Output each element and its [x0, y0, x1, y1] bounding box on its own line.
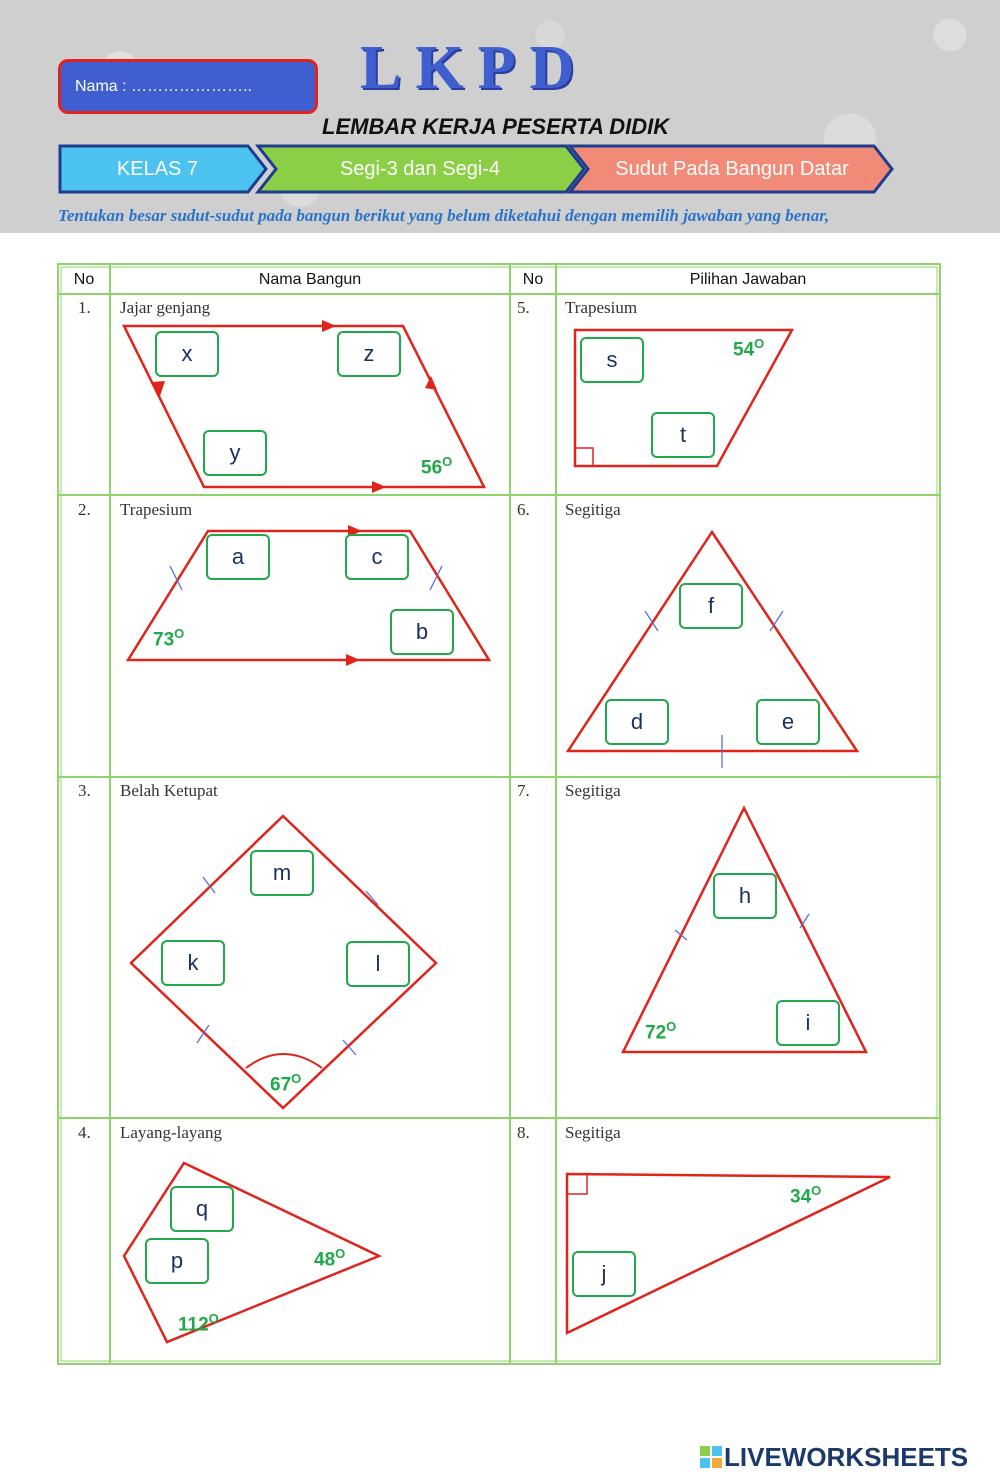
angle-label-73: $73^O$: [153, 626, 185, 651]
angle-label-72: $72^O$: [645, 1019, 677, 1044]
answer-box-b[interactable]: b: [390, 609, 454, 655]
item-name-1: Jajar genjang: [120, 298, 211, 317]
angle-label-54: $54^O$: [733, 336, 765, 361]
angle-label-112: $112^O$: [178, 1311, 219, 1336]
answer-box-p[interactable]: p: [145, 1238, 209, 1284]
right-angle-markers: [567, 448, 593, 1194]
item-number-3: 3.: [78, 781, 91, 800]
footer-brand[interactable]: LIVEWORKSHEETS: [724, 1442, 969, 1472]
instruction-text: Tentukan besar sudut-sudut pada bangun berikut yang belum diketahui dengan memilih jawaban yang benar,: [58, 206, 830, 225]
item-number-1: 1.: [78, 298, 91, 317]
answer-box-c[interactable]: c: [345, 534, 409, 580]
answer-box-k[interactable]: k: [161, 940, 225, 986]
item-number-7: 7.: [517, 781, 530, 800]
answer-box-a[interactable]: a: [206, 534, 270, 580]
item-number-6: 6.: [517, 500, 530, 519]
header-answer-choices: Pilihan Jawaban: [689, 271, 807, 288]
answer-box-h[interactable]: h: [713, 873, 777, 919]
item-name-3: Belah Ketupat: [120, 781, 218, 800]
item-name-5: Trapesium: [565, 298, 638, 317]
item-name-7: Segitiga: [565, 781, 621, 800]
item-name-6: Segitiga: [565, 500, 621, 519]
answer-box-f[interactable]: f: [679, 583, 743, 629]
answer-box-d[interactable]: d: [605, 699, 669, 745]
angle-label-67: $67^O$: [270, 1071, 302, 1096]
answer-box-q[interactable]: q: [170, 1186, 234, 1232]
item-number-2: 2.: [78, 500, 91, 519]
answer-box-s[interactable]: s: [580, 337, 644, 383]
header-no-left: No: [73, 271, 95, 288]
angle-label-34: $34^O$: [790, 1183, 822, 1208]
ribbon-topic-label: Segi-3 dan Segi-4: [339, 158, 501, 180]
item-name-8: Segitiga: [565, 1123, 621, 1142]
angle-label-48: $48^O$: [314, 1246, 346, 1271]
answer-box-j[interactable]: j: [572, 1251, 636, 1297]
angle-label-56: $56^O$: [421, 454, 453, 479]
student-name-field[interactable]: Nama : …………………..: [58, 59, 318, 114]
shape-outlines: [124, 326, 890, 1342]
answer-box-t[interactable]: t: [651, 412, 715, 458]
answer-box-m[interactable]: m: [250, 850, 314, 896]
item-number-4: 4.: [78, 1123, 91, 1142]
answer-box-x[interactable]: x: [155, 331, 219, 377]
answer-box-z[interactable]: z: [337, 331, 401, 377]
item-name-2: Trapesium: [120, 500, 193, 519]
item-number-5: 5.: [517, 298, 530, 317]
item-name-4: Layang-layang: [120, 1123, 222, 1142]
answer-box-i[interactable]: i: [776, 1000, 840, 1046]
ribbon-class-label: KELAS 7: [116, 158, 199, 180]
ribbon-subtopic-label: Sudut Pada Bangun Datar: [615, 158, 849, 180]
item-number-8: 8.: [517, 1123, 530, 1142]
answer-box-y[interactable]: y: [203, 430, 267, 476]
header-shape-name: Nama Bangun: [258, 271, 362, 288]
rhombus-angle-arc: [246, 1054, 322, 1068]
page-subtitle: LEMBAR KERJA PESERTA DIDIK: [322, 114, 670, 139]
answer-box-e[interactable]: e: [756, 699, 820, 745]
answer-box-l[interactable]: l: [346, 941, 410, 987]
equal-side-ticks: [170, 566, 809, 1055]
page-title: LKPD: [360, 34, 589, 102]
header-no-right: No: [522, 271, 544, 288]
